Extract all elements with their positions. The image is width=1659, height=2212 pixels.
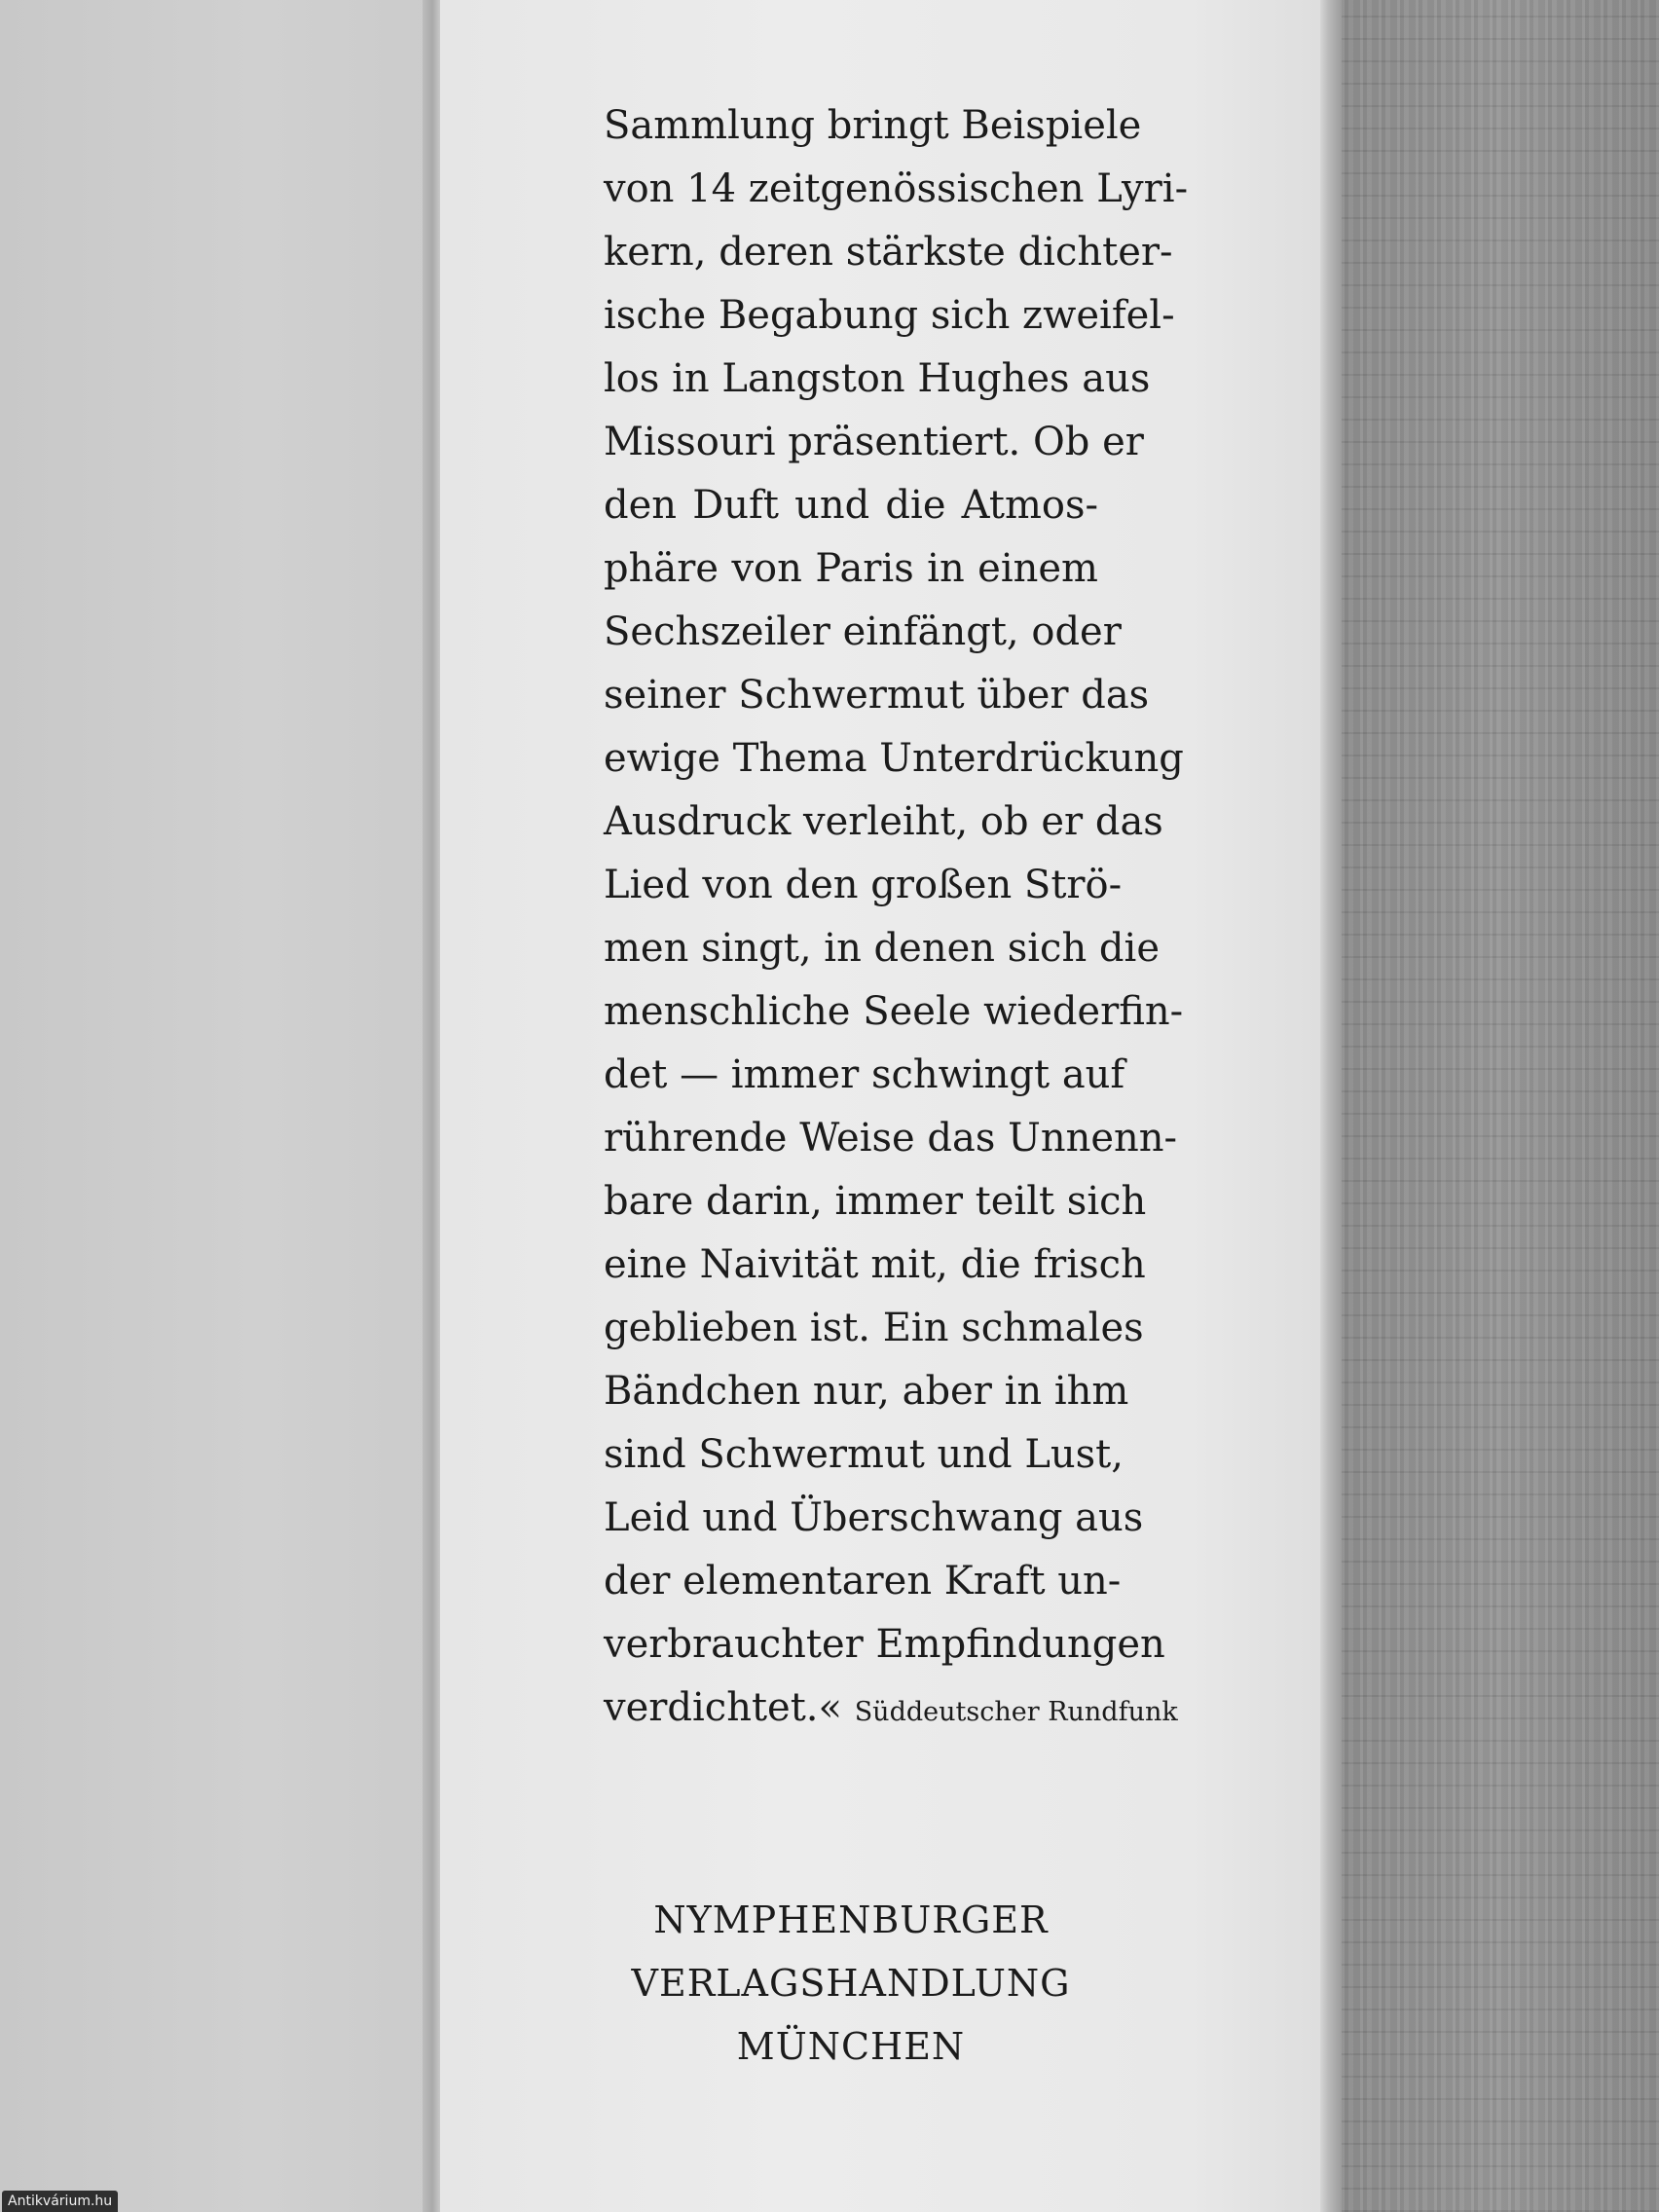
blurb-line: rührende Weise das Unnenn- [604, 1116, 1178, 1161]
blurb-line: los in Langston Hughes aus [604, 356, 1151, 401]
flap-edge [1320, 0, 1342, 2212]
blurb-line: eine Naivität mit, die frisch [604, 1242, 1146, 1287]
blurb-line: Missouri präsentiert. Ob er [604, 420, 1144, 464]
blurb-line: den Duft und die Atmos- [604, 483, 1098, 528]
blurb-line: ewige Thema Unterdrückung [604, 736, 1184, 781]
blurb-line: ische Begabung sich zweifel- [604, 293, 1175, 338]
blurb-final-line [604, 1677, 1178, 1740]
wooden-surface [1342, 0, 1659, 2212]
blurb-line: men singt, in denen sich die [604, 926, 1160, 971]
blurb-line: Lied von den großen Strö- [604, 863, 1123, 907]
blurb-line: menschliche Seele wiederfin- [604, 989, 1184, 1034]
publisher-line: VERLAGSHANDLUNG [631, 1962, 1071, 2005]
blurb-line: Leid und Überschwang aus [604, 1495, 1144, 1540]
watermark: Antikvárium.hu [2, 2191, 118, 2212]
blurb-line: sind Schwermut und Lust, [604, 1432, 1124, 1477]
blurb-line: Ausdruck verleiht, ob er das [604, 799, 1163, 844]
blurb-final-text: verdichtet.« [604, 1685, 842, 1730]
blurb-line: geblieben ist. Ein schmales [604, 1306, 1144, 1350]
blurb-line: verbrauchter Empfindungen [604, 1622, 1165, 1667]
quote-source: Süddeutscher Rundfunk [854, 1697, 1178, 1727]
publisher-imprint [604, 1889, 1098, 2079]
blurb-line: phäre von Paris in einem [604, 546, 1098, 591]
publisher-city: MÜNCHEN [736, 2025, 966, 2068]
blurb-line: bare darin, immer teilt sich [604, 1179, 1147, 1224]
blurb-line: kern, deren stärkste dichter- [604, 230, 1173, 275]
blurb-line: Bändchen nur, aber in ihm [604, 1369, 1129, 1414]
blurb-line: von 14 zeitgenössischen Lyri- [604, 166, 1189, 211]
blurb-line: det — immer schwingt auf [604, 1052, 1125, 1097]
blurb-line: seiner Schwermut über das [604, 673, 1150, 718]
blurb-text [604, 94, 1189, 1740]
publisher-line: NYMPHENBURGER [653, 1899, 1049, 1941]
blurb-line: Sechszeiler einfängt, oder [604, 609, 1122, 654]
left-page [0, 0, 434, 2212]
blurb-line: Sammlung bringt Beispiele [604, 103, 1142, 148]
blurb-line: der elementaren Kraft un- [604, 1559, 1122, 1604]
